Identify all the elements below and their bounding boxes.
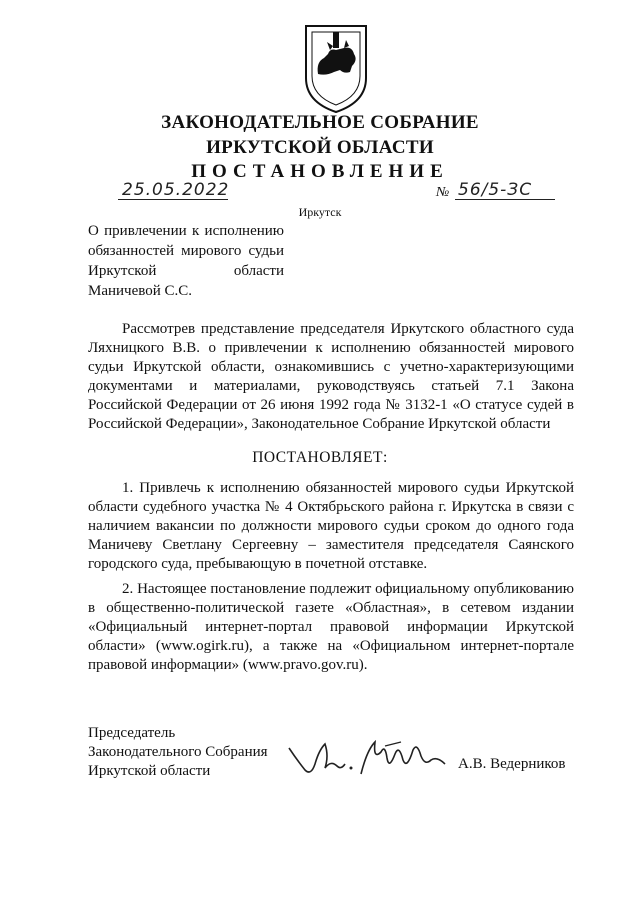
- document-subject: О привлечении к исполнению обязанностей мирового судьи Иркутской области Маничевой С.С.: [88, 223, 284, 299]
- intro-paragraph: Рассмотрев представление председателя Иркутского областного суда Ляхницкого В.В. о привлечении к исполнению обязанностей мирового судьи Иркутской области, ознакомившись с учетно-характеризующими документами и материалами, руководствуясь статьей 7.1 Закона Российской Федерации от 26 июня 1992 года № 3132-1 «О статусе судей в Российской Федерации», Законодательное Собрание Иркутской области: [88, 321, 574, 432]
- signatory-line-1: Председатель: [88, 725, 176, 741]
- number-underline: [455, 199, 555, 200]
- signatory-title: [88, 724, 268, 781]
- handwritten-signature: [285, 730, 455, 782]
- point-1-paragraph: 1. Привлечь к исполнению обязанностей мирового судьи Иркутской области судебного участка № 4 Октябрьского района г. Иркутска в связи с наличием вакансии по должности мирового судьи сроком до одного года Маничеву Светлану Сергеевну – заместителя председателя Саянского городского суда, пребывающую в почетной отставке.: [88, 480, 574, 572]
- coat-of-arms-emblem-icon: [300, 22, 372, 114]
- header-title: ЗАКОНОДАТЕЛЬНОЕ СОБРАНИЕ: [161, 112, 479, 133]
- signatory-line-2: Законодательного Собрания: [88, 744, 268, 760]
- decree-heading: ПОСТАНОВЛЯЕТ:: [252, 449, 388, 466]
- point-2-paragraph: 2. Настоящее постановление подлежит официальному опубликованию в общественно-политической газете «Областная», в сетевом издании «Официальный интернет-портал правовой информации Иркутской области» (www.ogirk.ru), а также на «Официальном интернет-портале правовой информации» (www.pravo.gov.ru).: [88, 581, 574, 673]
- document-city: Иркутск: [298, 205, 342, 219]
- document-date: 25.05.2022: [122, 180, 230, 200]
- header-region: ИРКУТСКОЙ ОБЛАСТИ: [206, 137, 434, 158]
- document-number: 56/5-ЗС: [458, 180, 533, 200]
- signatory-name: А.В. Ведерников: [458, 756, 566, 772]
- signatory-line-3: Иркутской области: [88, 763, 211, 779]
- document-type: ПОСТАНОВЛЕНИЕ: [191, 161, 449, 182]
- number-prefix: №: [436, 185, 450, 200]
- date-underline: [118, 199, 228, 200]
